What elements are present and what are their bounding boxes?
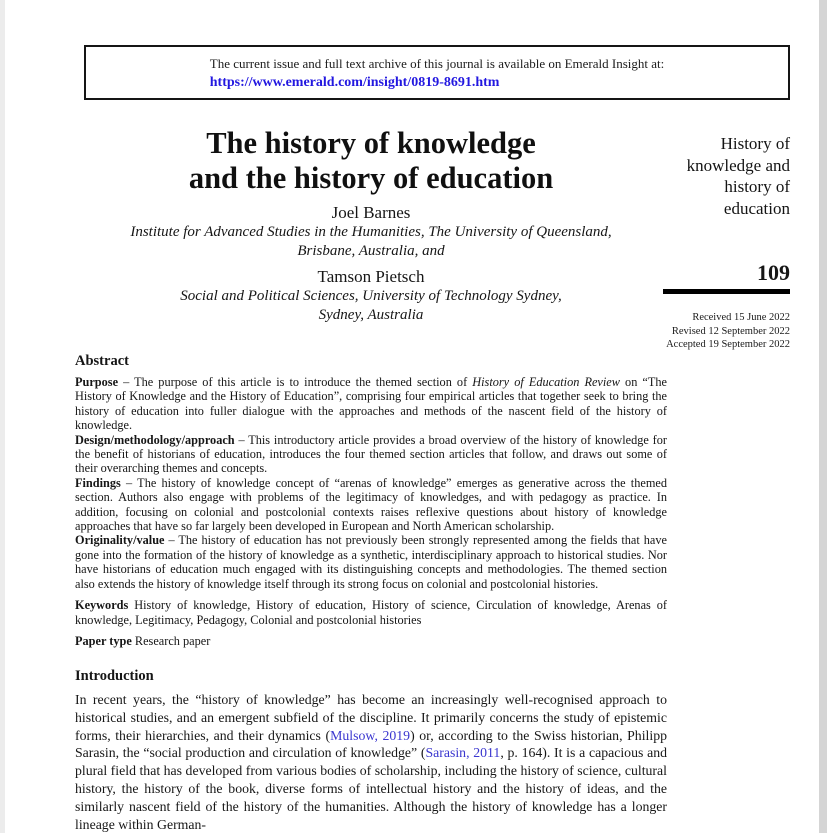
running-head-title: History of knowledge and history of education (686, 134, 790, 218)
article-title-line1: The history of knowledge (206, 126, 536, 160)
introduction-heading: Introduction (75, 668, 154, 684)
paper-type-text: Research paper (131, 634, 211, 649)
article-history-dates (663, 311, 790, 352)
abstract-section (75, 353, 667, 649)
intro-text-1: In recent years, the “history of knowledge” has become an increasingly well-recognised approach to historical studies, and an emergent subfield of the discipline. It primarily concerns the study of epistemic forms, their hierarchies, and their dynamics ( (75, 692, 667, 743)
affiliation-1 (75, 223, 667, 260)
article-title (75, 126, 667, 196)
banner-availability-text: The current issue and full text archive of this journal is available on Emerald Insight at: (209, 55, 665, 71)
keywords-row (75, 598, 667, 628)
intro-text-3: , p. 164). It is a capacious and plural field that has developed from various bodies of scholarship, including the history of science, cultural history, the history of the book, diverse forms of intellectual history and the history of ideas, and the similarly nascent field of the history of the humanities. Although the history of knowledge has a longer lineage within German- (75, 745, 667, 832)
abstract-design (75, 433, 667, 476)
abstract-originality (75, 533, 667, 591)
citation-link-mulsow-2019[interactable]: Mulsow, 2019 (330, 727, 411, 743)
originality-label: Originality/value (75, 533, 165, 548)
findings-text: – The history of knowledge concept of “arenas of knowledge” emerges as generative across the themed section. Authors also engage with problems of the legitimacy of knowledges, and with pedagogy as practice. In addition, focusing on colonial and postcolonial contexts raises reflexive questions about history of knowledge approaches that have so far largely been developed in European and North American scholarship. (75, 475, 667, 534)
purpose-journal-name: History of Education Review (472, 375, 620, 389)
journal-insight-link[interactable]: https://www.emerald.com/insight/0819-8691.htm (209, 74, 500, 90)
keywords-label: Keywords (75, 598, 129, 613)
design-text: – This introductory article provides a broad overview of the history of knowledge for the benefit of historians of education, introduces the four themed section articles that follow, and draws out some of their overarching themes and concepts. (75, 432, 667, 476)
article-title-line2: and the history of education (188, 161, 554, 195)
banner-content (210, 55, 665, 91)
author-1: Joel Barnes (331, 203, 411, 222)
affiliation-1-line1: Institute for Advanced Studies in the Humanities, The University of Queensland, (130, 224, 612, 240)
introduction-paragraph (75, 691, 667, 833)
received-date: Received 15 June 2022 (692, 312, 790, 323)
affiliation-1-line2: Brisbane, Australia, and (297, 242, 445, 259)
abstract-findings (75, 476, 667, 534)
originality-text: – The history of education has not previously been strongly represented among the fields that have gone into the formation of the history of knowledge as a synthetic, interdisciplinary approach to historical studies. Nor have historians of education much engaged with its distinguishing concepts and methodologies. The themed section also extends the history of knowledge itself through its strong focus on colonial and postcolonial histories. (75, 533, 667, 591)
affiliation-2 (75, 287, 667, 324)
introduction-section (75, 668, 667, 833)
journal-availability-banner (84, 45, 790, 100)
scan-edge-left (0, 0, 5, 833)
article-header (75, 126, 667, 324)
purpose-label: Purpose (75, 375, 119, 389)
accepted-date: Accepted 19 September 2022 (666, 339, 790, 350)
paper-type-label: Paper type (75, 634, 132, 649)
paper-type-row (75, 634, 667, 649)
citation-link-sarasin-2011[interactable]: Sarasin, 2011 (425, 745, 501, 761)
author-2: Tamson Pietsch (317, 267, 425, 286)
intro-text-2: ) or, according to the Swiss historian, Philipp Sarasin, the “social production and circulation of knowledge” ( (75, 727, 667, 761)
purpose-text-2: on “The History of Knowledge and the History of Education”, comprising four empirical articles that together seek to bring the history of education into fuller dialogue with the approaches and methods of the nascent field of the history of knowledge. (75, 375, 667, 433)
affiliation-2-line1: Social and Political Sciences, University of Technology Sydney, (180, 288, 562, 304)
abstract-heading: Abstract (75, 353, 129, 369)
scan-edge-right (819, 0, 827, 833)
purpose-text-1: – The purpose of this article is to introduce the themed section of (118, 375, 473, 389)
journal-sidebar (663, 133, 790, 352)
sidebar-rule (663, 289, 790, 294)
page-number: 109 (757, 260, 790, 285)
keywords-text: History of knowledge, History of education, History of science, Circulation of knowledge, Arenas of knowledge, Legitimacy, Pedagogy, Colonial and postcolonial histories (75, 598, 667, 628)
affiliation-2-line2: Sydney, Australia (318, 306, 424, 323)
findings-label: Findings (75, 475, 121, 490)
design-label: Design/methodology/approach (75, 432, 235, 447)
revised-date: Revised 12 September 2022 (671, 325, 790, 337)
abstract-purpose (75, 375, 667, 433)
